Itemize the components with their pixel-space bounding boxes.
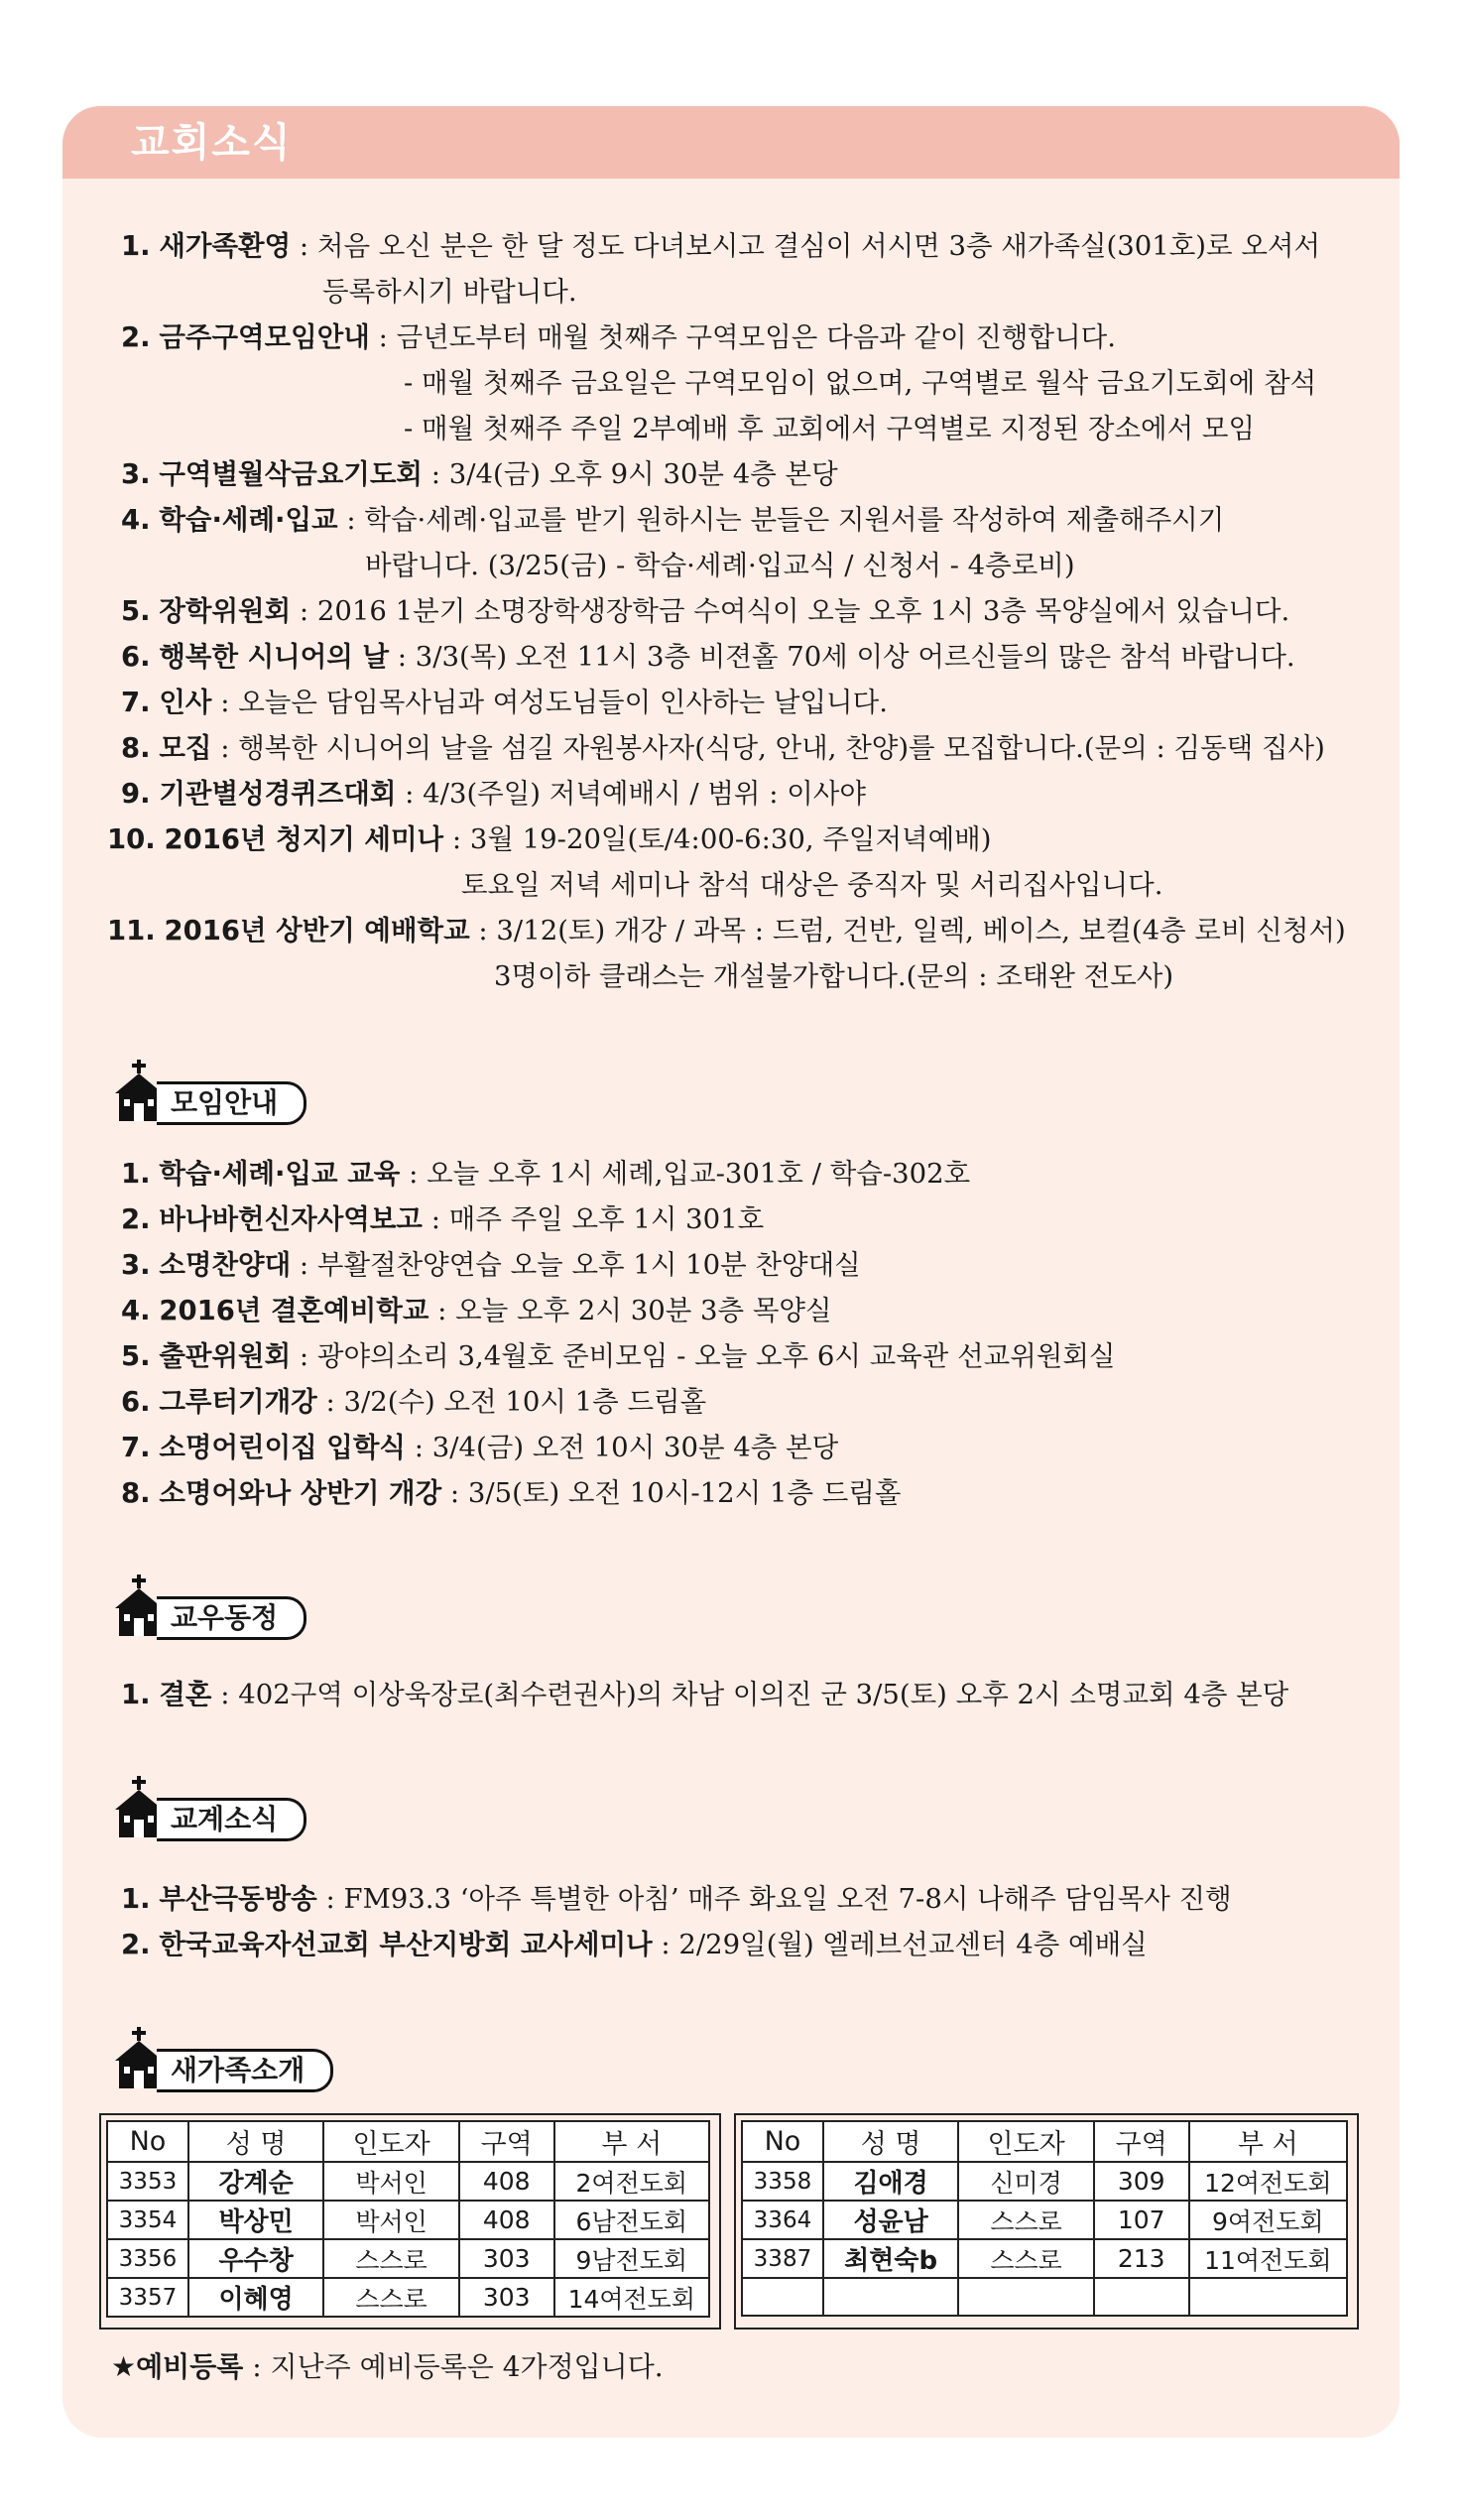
denomination-item: 2. 한국교육자선교회 부산지방회 교사세미나 : 2/29일(월) 엘레브선교센터 4층 예배실 — [121, 1929, 1148, 1960]
newfamily-table-left — [106, 2120, 710, 2318]
section-heading-denomination — [111, 1776, 428, 1835]
table-row: 3356 우수창 스스로 303 9남전도회 — [107, 2239, 709, 2278]
news-item-cont: 토요일 저녁 세미나 참석 대상은 중직자 및 서리집사입니다. — [461, 869, 1163, 901]
meeting-item: 6. 그루터기개강 : 3/2(수) 오전 10시 1층 드림홀 — [121, 1386, 707, 1418]
table-row: 3353 강계순 박서인 408 2여전도회 — [107, 2162, 709, 2201]
meeting-item: 3. 소명찬양대 : 부활절찬양연습 오늘 오후 1시 10분 찬양대실 — [121, 1249, 861, 1281]
news-item: 5. 장학위원회 : 2016 1분기 소명장학생장학금 수여식이 오늘 오후 1시 3층 목양실에서 있습니다. — [121, 595, 1290, 627]
table-row: 3357 이혜영 스스로 303 14여전도회 — [107, 2278, 709, 2317]
table-row: 3358 김애경 신미경 309 12여전도회 — [742, 2162, 1347, 2201]
news-item: 9. 기관별성경퀴즈대회 : 4/3(주일) 저녁예배시 / 범위 : 이사야 — [121, 778, 866, 810]
meeting-item: 7. 소명어린이집 입학식 : 3/4(금) 오전 10시 30분 4층 본당 — [121, 1432, 839, 1463]
meeting-item: 2. 바나바헌신자사역보고 : 매주 주일 오후 1시 301호 — [121, 1203, 765, 1235]
news-item-cont: - 매월 첫째주 주일 2부예배 후 교회에서 구역별로 지정된 장소에서 모임 — [404, 413, 1256, 444]
section-title: 새가족소개 — [157, 2049, 333, 2092]
news-item: 1. 새가족환영 : 처음 오신 분은 한 달 정도 다녀보시고 결심이 서시면 3층 새가족실(301호)로 오셔서 — [121, 230, 1321, 262]
meeting-item: 8. 소명어와나 상반기 개강 : 3/5(토) 오전 10시-12시 1층 드림홀 — [121, 1477, 902, 1509]
section-heading-meetings — [111, 1060, 428, 1119]
meeting-item: 5. 출판위원회 : 광야의소리 3,4월호 준비모임 - 오늘 오후 6시 교육관 선교위원회실 — [121, 1340, 1116, 1372]
news-item: 3. 구역별월삭금요기도회 : 3/4(금) 오후 9시 30분 4층 본당 — [121, 458, 838, 490]
denomination-item: 1. 부산극동방송 : FM93.3 ‘아주 특별한 아침’ 매주 화요일 오전 7-8시 나해주 담임목사 진행 — [121, 1883, 1232, 1915]
banner-title: 교회소식 — [131, 120, 293, 166]
meeting-item: 4. 2016년 결혼예비학교 : 오늘 오후 2시 30분 3층 목양실 — [121, 1295, 832, 1326]
news-item: 2. 금주구역모임안내 : 금년도부터 매월 첫째주 구역모임은 다음과 같이 진행합니다. — [121, 321, 1116, 353]
table-row: 3364 성윤남 스스로 107 9여전도회 — [742, 2201, 1347, 2239]
news-item-cont: 3명이하 클래스는 개설불가합니다.(문의 : 조태완 전도사) — [494, 960, 1174, 992]
table-row: 3354 박상민 박서인 408 6남전도회 — [107, 2201, 709, 2239]
meeting-item: 1. 학습·세례·입교 교육 : 오늘 오후 1시 세례,입교-301호 / 학습-302호 — [121, 1158, 971, 1190]
news-item-cont: 등록하시기 바랍니다. — [322, 276, 577, 308]
table-header-row: No 성 명 인도자 구역 부 서 — [742, 2121, 1347, 2162]
table-row: 3387 최현숙b 스스로 213 11여전도회 — [742, 2239, 1347, 2278]
section-title: 교계소식 — [157, 1798, 306, 1841]
news-item: 7. 인사 : 오늘은 담임목사님과 여성도님들이 인사하는 날입니다. — [121, 687, 888, 718]
news-item-cont: - 매월 첫째주 금요일은 구역모임이 없으며, 구역별로 월삭 금요기도회에 참석 — [404, 367, 1317, 399]
news-item: 6. 행복한 시니어의 날 : 3/3(목) 오전 11시 3층 비젼홀 70세 이상 어르신들의 많은 참석 바랍니다. — [121, 641, 1295, 673]
news-item: 8. 모집 : 행복한 시니어의 날을 섬길 자원봉사자(식당, 안내, 찬양)를 모집합니다.(문의 : 김동택 집사) — [121, 732, 1325, 764]
section-heading-newfamily — [111, 2027, 428, 2086]
news-item: 10. 2016년 청지기 세미나 : 3월 19-20일(토/4:00-6:30, 주일저녁예배) — [107, 823, 992, 855]
section-title: 모임안내 — [157, 1081, 306, 1125]
section-title: 교우동정 — [157, 1596, 306, 1640]
table-header-row: No 성 명 인도자 구역 부 서 — [107, 2121, 709, 2162]
news-item: 4. 학습·세례·입교 : 학습·세례·입교를 받기 원하시는 분들은 지원서를 작성하여 제출해주시기 — [121, 504, 1225, 536]
section-heading-members — [111, 1575, 428, 1634]
members-item: 1. 결혼 : 402구역 이상욱장로(최수련권사)의 차남 이의진 군 3/5(토) 오후 2시 소명교회 4층 본당 — [121, 1679, 1289, 1710]
news-item-cont: 바랍니다. (3/25(금) - 학습·세례·입교식 / 신청서 - 4층로비) — [365, 550, 1075, 581]
pre-registration-note: ★예비등록 : 지난주 예비등록은 4가정입니다. — [111, 2350, 664, 2383]
newfamily-table-right — [741, 2120, 1348, 2317]
table-row — [742, 2278, 1347, 2316]
news-item: 11. 2016년 상반기 예배학교 : 3/12(토) 개강 / 과목 : 드럼, 건반, 일렉, 베이스, 보컬(4층 로비 신청서) — [107, 915, 1346, 946]
